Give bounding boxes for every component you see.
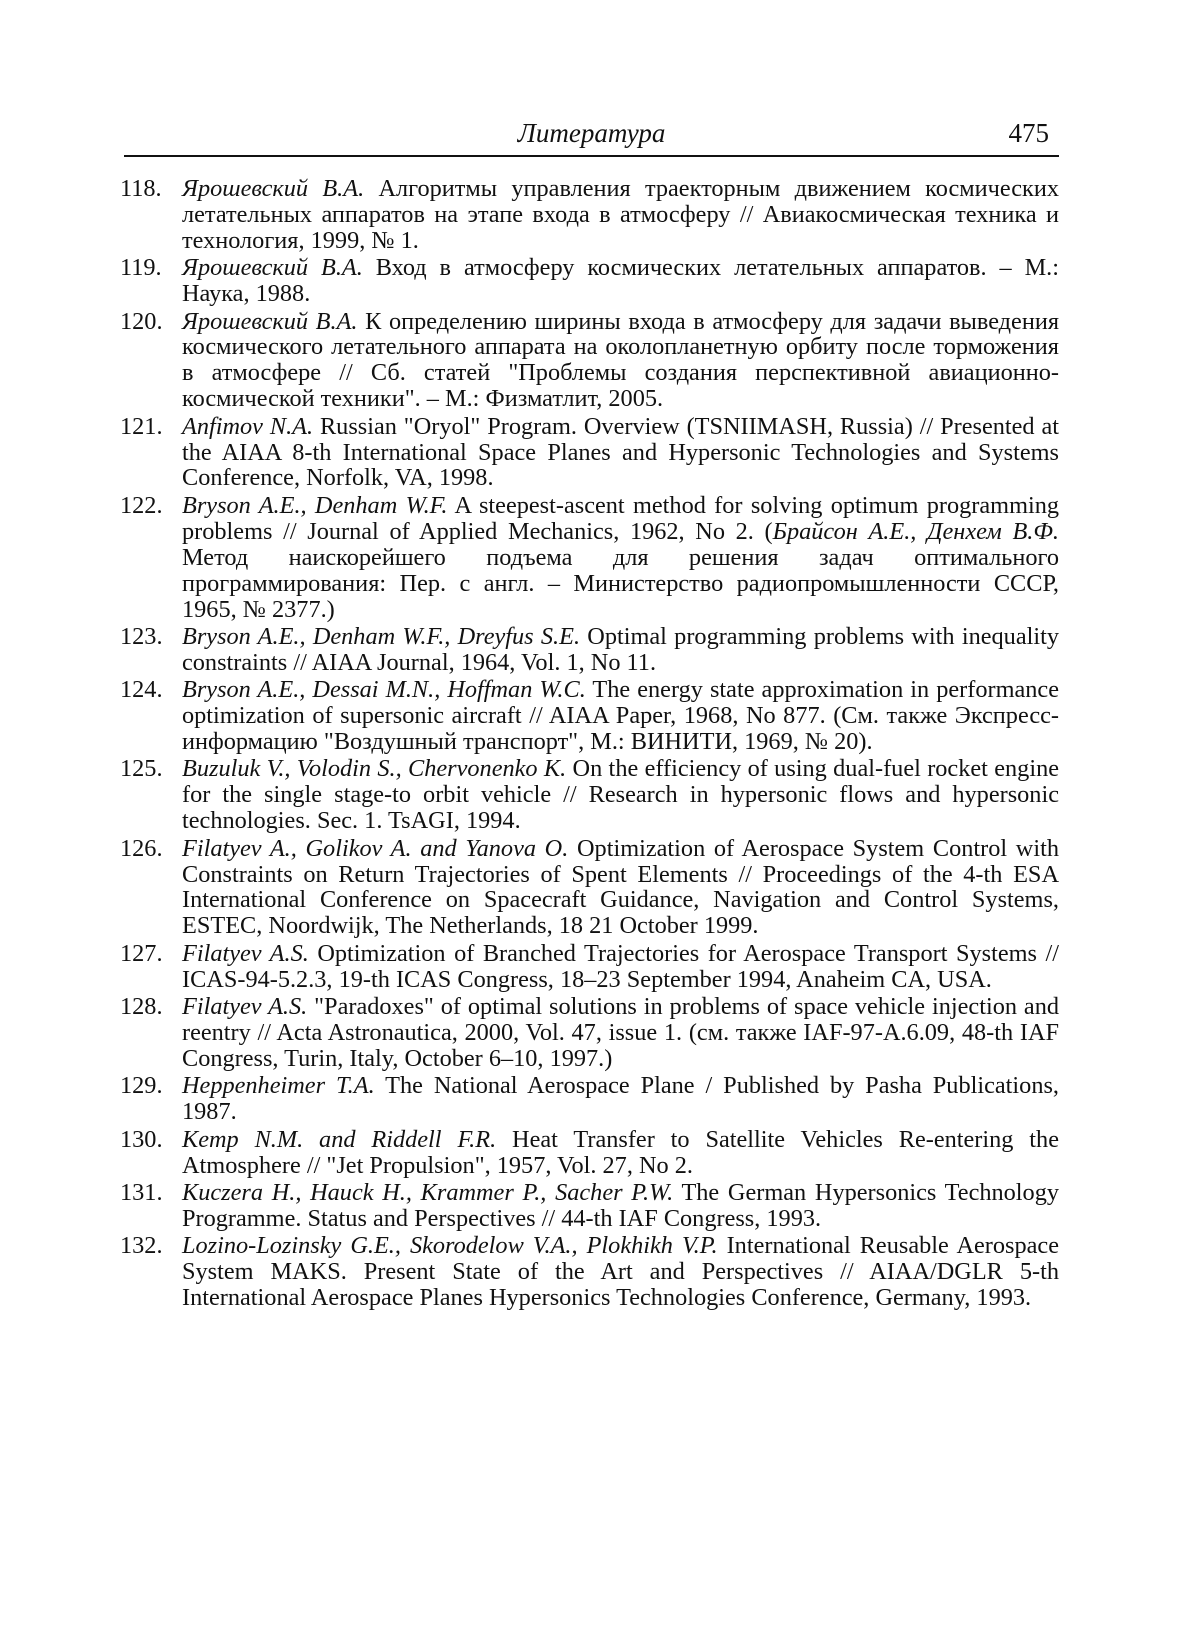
reference-item xyxy=(120,1232,1060,1312)
reference-item xyxy=(120,1178,1059,1232)
reference-item xyxy=(120,307,1059,413)
reference-authors: Kemp N.M. and Riddell F.R. xyxy=(182,1125,497,1153)
reference-text: Вход в атмосферу космических летательных аппаратов. – М.: Наука, 1988. xyxy=(182,254,1059,308)
reference-number: 128. xyxy=(120,993,163,1021)
reference-text: Алгоритмы управления траекторным движением космических летательных аппаратов на этапе входа в атмосферу // Авиакосмическая техника и технология, 1999, № 1. xyxy=(182,175,1059,254)
reference-list xyxy=(120,175,1060,1312)
reference-item xyxy=(120,1125,1059,1179)
reference-text: Heat Transfer to Satellite Vehicles Re-entering the Atmosphere // "Jet Propulsion", 1957, Vol. 27, No 2. xyxy=(182,1125,1059,1179)
reference-authors: Ярошевский В.А. xyxy=(182,254,363,282)
reference-authors: Heppenheimer T.A. xyxy=(182,1072,375,1100)
reference-text: Optimal programming problems with inequality constraints // AIAA Journal, 1964, Vol. 1, No 11. xyxy=(182,622,1060,676)
reference-authors: Filatyev A.S. xyxy=(182,939,309,967)
reference-item xyxy=(120,939,1059,993)
reference-item xyxy=(120,755,1059,835)
reference-authors: Buzuluk V., Volodin S., Chervonenko K. xyxy=(182,755,567,783)
reference-item xyxy=(120,993,1059,1072)
reference-number: 119. xyxy=(120,254,162,282)
reference-number: 121. xyxy=(120,412,163,440)
reference-item xyxy=(120,254,1059,308)
page-number: 475 xyxy=(1008,118,1049,148)
reference-authors: Anfimov N.A. xyxy=(182,412,314,440)
reference-number: 127. xyxy=(120,939,163,967)
reference-authors: Lozino-Lozinsky G.E., Skorodelow V.A., Plokhikh V.P. xyxy=(182,1232,718,1260)
reference-text: On the efficiency of using dual-fuel rocket engine for the single stage-to orbit vehicle // Research in hypersonic flows and hypersonic technologies. Sec. 1. TsAGI, 1994. xyxy=(182,755,1059,835)
reference-text: Optimization of Branched Trajectories for Aerospace Transport Systems // ICAS-94-5.2.3, 19-th ICAS Congress, 18–23 September 1994, Anaheim CA, USA. xyxy=(182,939,1059,993)
reference-number: 125. xyxy=(120,755,163,783)
reference-text: К определению ширины входа в атмосферу для задачи выведения космического летательного аппарата на околопланетную орбиту после торможения в атмосфере // Сб. статей "Проблемы создания перспективной авиационно-космической техники". – М.: Физматлит, 2005. xyxy=(182,307,1059,413)
reference-number: 124. xyxy=(120,676,163,704)
reference-authors: Bryson A.E., Dessai M.N., Hoffman W.C. xyxy=(182,676,586,704)
reference-number: 123. xyxy=(120,622,163,650)
reference-number: 129. xyxy=(120,1072,163,1100)
reference-item xyxy=(120,491,1060,623)
reference-text: "Paradoxes" of optimal solutions in problems of space vehicle injection and reentry // Acta Astronautica, 2000, Vol. 47, issue 1. (см. также IAF-97-A.6.09, 48-th IAF Congress, Turin, Italy, October 6–10, 1997.) xyxy=(182,993,1059,1072)
reference-number: 120. xyxy=(120,307,163,335)
reference-item xyxy=(120,175,1059,254)
reference-authors: Ярошевский В.А. xyxy=(182,307,358,335)
page-header xyxy=(124,112,1059,152)
reference-number: 122. xyxy=(120,491,163,519)
reference-text: The energy state approximation in performance optimization of supersonic aircraft // AIAA Paper, 1968, No 877. (См. также Экспресс-информацию "Воздушный транспорт", М.: ВИНИТИ, 1969, № 20). xyxy=(182,676,1059,756)
reference-item xyxy=(120,1072,1060,1126)
reference-translated-authors: Брайсон А.Е., Денхем В.Ф. xyxy=(772,517,1059,545)
reference-authors: Kuczera H., Hauck H., Krammer P., Sacher P.W. xyxy=(182,1178,674,1206)
reference-authors: Bryson A.E., Denham W.F. xyxy=(182,491,448,519)
reference-text: The German Hypersonics Technology Programme. Status and Perspectives // 44-th IAF Congress, 1993. xyxy=(182,1178,1059,1232)
reference-text: A steepest-ascent method for solving optimum programming problems // Journal of Applied Mechanics, 1962, No 2. ( xyxy=(182,491,1060,545)
reference-text: Russian "Oryol" Program. Overview (TSNIIMASH, Russia) // Presented at the AIAA 8-th International Space Planes and Hypersonic Technologies and Systems Conference, Norfolk, VA, 1998. xyxy=(182,412,1059,492)
reference-translated-text: Метод наискорейшего подъема для решения задач оптимального программирования: Пер. с англ. – Министерство радиопромышленности СССР, 1965, № 2377.) xyxy=(182,543,1059,623)
reference-item xyxy=(120,412,1059,492)
reference-number: 132. xyxy=(120,1232,163,1260)
reference-authors: Bryson A.E., Denham W.F., Dreyfus S.E. xyxy=(182,622,581,650)
reference-text: Optimization of Aerospace System Control with Constraints on Return Trajectories of Spent Elements // Proceedings of the 4-th ESA International Conference on Spacecraft Guidance, Navigation and Control Systems, ESTEC, Noordwijk, The Netherlands, 18 21 October 1999. xyxy=(182,834,1059,940)
reference-item xyxy=(120,622,1060,676)
reference-authors: Filatyev A., Golikov A. and Yanova O. xyxy=(182,834,569,862)
reference-authors: Ярошевский В.А. xyxy=(182,175,365,202)
reference-number: 130. xyxy=(120,1125,163,1153)
reference-text: The National Aerospace Plane / Published by Pasha Publications, 1987. xyxy=(182,1072,1060,1126)
reference-item xyxy=(120,834,1059,940)
reference-number: 131. xyxy=(120,1178,163,1206)
reference-number: 118. xyxy=(120,175,162,202)
reference-authors: Filatyev A.S. xyxy=(182,993,308,1021)
running-title: Литература xyxy=(517,118,666,148)
reference-number: 126. xyxy=(120,834,163,862)
reference-item xyxy=(120,676,1059,756)
reference-text: International Reusable Aerospace System MAKS. Present State of the Art and Perspectives // AIAA/DGLR 5-th International Aerospace Planes Hypersonics Technologies Conference, Germany, 1993. xyxy=(182,1232,1060,1312)
header-rule xyxy=(124,155,1059,157)
